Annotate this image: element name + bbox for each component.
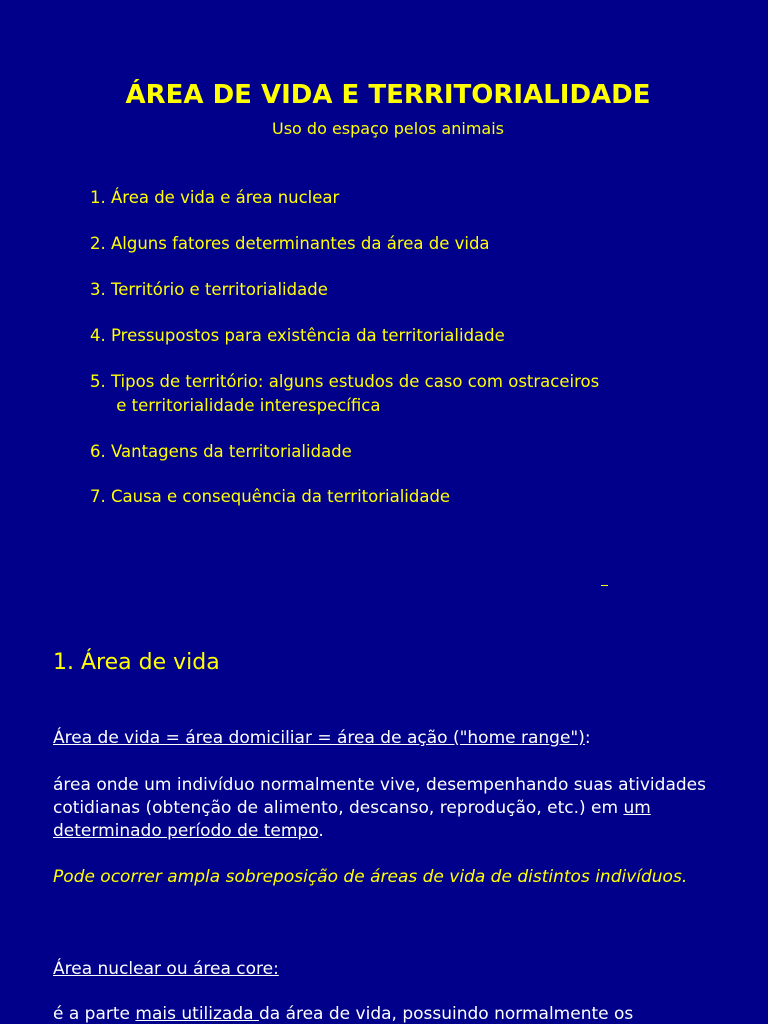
definition-heading — [53, 727, 753, 750]
definition-text-a: área onde um indivíduo normalmente vive, desempenhando suas atividades cotidianas (obtenção de alimento, descanso, reprodução, etc.) em — [53, 775, 706, 818]
section-heading: 1. Área de vida — [53, 650, 220, 675]
definition-text-underlined: um determinado período de tempo — [53, 798, 651, 841]
definition-heading-text: Área de vida = área domiciliar = área de ação ("home range") — [53, 728, 585, 748]
core-text-a: é a parte — [53, 1004, 136, 1024]
toc-item: 6. Vantagens da territorialidade — [90, 442, 352, 461]
toc-item: 7. Causa e consequência da territorialidade — [90, 487, 451, 506]
core-heading — [53, 958, 753, 981]
core-text — [53, 1003, 753, 1024]
page-subtitle: Uso do espaço pelos animais — [272, 119, 504, 138]
core-text-underlined: mais utilizada — [135, 1004, 259, 1024]
toc-item: 1. Área de vida e área nuclear — [90, 188, 340, 207]
toc-item: 5. Tipos de território: alguns estudos de caso com ostraceiros e territorialidade interespecífica — [90, 372, 600, 415]
toc-item: 3. Território e territorialidade — [90, 280, 328, 299]
page-title: ÁREA DE VIDA E TERRITORIALIDADE — [125, 80, 651, 110]
definition-heading-colon: : — [584, 728, 591, 748]
definition-text — [53, 774, 753, 843]
small-dash-mark — [601, 585, 608, 586]
toc-item: 2. Alguns fatores determinantes da área de vida — [90, 234, 490, 253]
definition-text-b: . — [318, 821, 324, 841]
core-heading-text: Área nuclear ou área core: — [53, 959, 279, 979]
core-text-b: da área de vida, possuindo normalmente os — [258, 1004, 634, 1024]
toc-item: 4. Pressupostos para existência da territorialidade — [90, 326, 505, 345]
overlap-note: Pode ocorrer ampla sobreposição de áreas de vida de distintos indivíduos. — [53, 867, 688, 887]
